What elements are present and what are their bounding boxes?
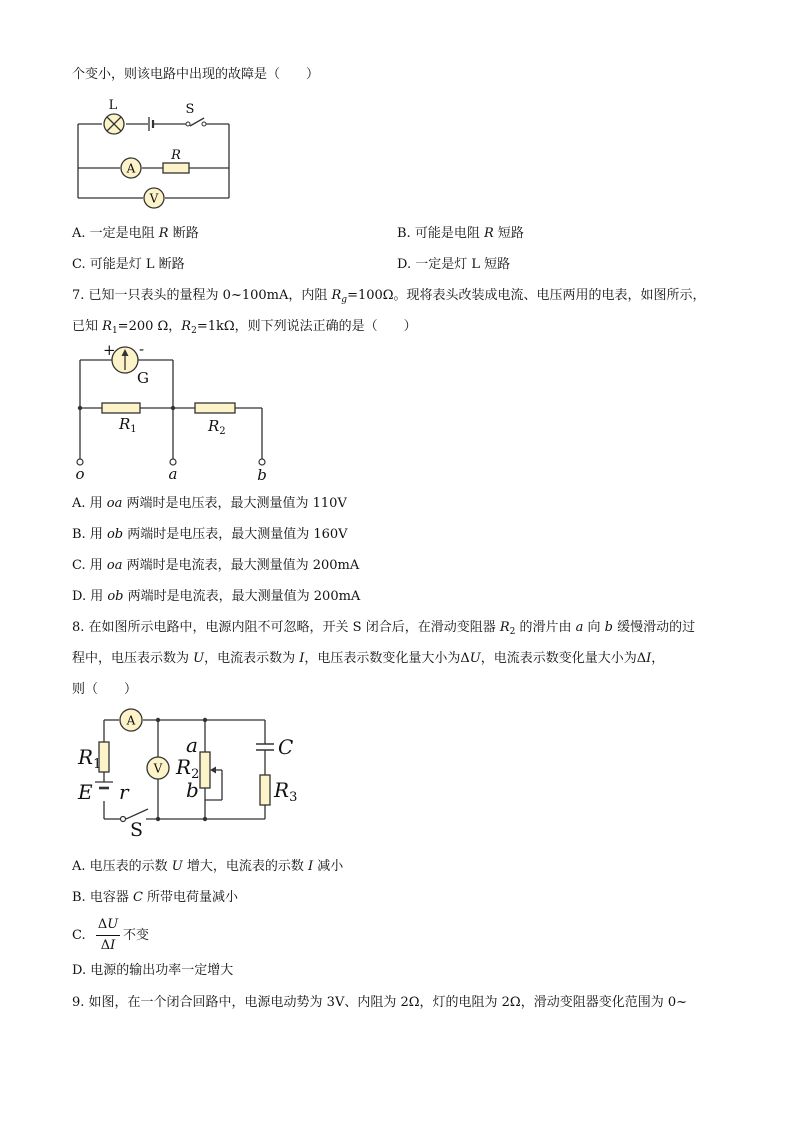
ammeter-icon [120, 709, 142, 731]
q6-option-b: B. 可能是电阻 R 短路 [397, 226, 524, 241]
q7-stem-line1: 7. 已知一只表头的量程为 0~100mA，内阻 $R_g=100\Omega$。现将表头改装成电流、电压两用的电表，如图所示， [72, 288, 706, 305]
q7-option-d: D. 用 ob 两端时是电流表，最大测量值为 200mA [72, 589, 361, 604]
q8-option-c-fraction [96, 917, 120, 954]
capacitor-label: C [278, 735, 294, 759]
q8-stem-line2: 程中，电压表示数为 U，电流表示数为 I，电压表示数变化量大小为ΔU，电流表示数变化量大小为ΔI， [72, 651, 665, 666]
voltmeter-label: V [149, 191, 159, 206]
slider-arrow-icon [210, 767, 216, 774]
q6-option-a: A. 一定是电阻 R 断路 [72, 226, 199, 241]
q7-option-b: B. 用 ob 两端时是电压表，最大测量值为 160V [72, 527, 348, 542]
q6-option-d: D. 一定是灯 L 短路 [397, 257, 511, 272]
q8-option-c-label: C. [72, 928, 86, 943]
junction-dot [156, 718, 160, 722]
galvanometer-label: G [137, 369, 149, 387]
q7-stem-line2: 已知 $R_1=200$ Ω，$R_2=1k\Omega$，则下列说法正确的是（ ） [72, 319, 417, 336]
capacitor-icon [256, 744, 274, 750]
q9-stem-line1: 9. 如图，在一个闭合回路中，电源电动势为 3V、内阻为 2Ω，灯的电阻为 2Ω，滑动变阻器变化范围为 0~ [72, 995, 687, 1010]
q8-option-b: B. 电容器 C 所带电荷量减小 [72, 890, 239, 905]
q7-option-c: C. 用 oa 两端时是电流表，最大测量值为 200mA [72, 558, 360, 573]
ammeter-label: A [126, 713, 136, 728]
rheostat-r2-icon [200, 752, 210, 788]
resistor-r3-icon [260, 775, 270, 805]
q6-stem: 个变小，则该电路中出现的故障是（ ） [72, 67, 320, 82]
r1-label: $R_1$ [78, 745, 102, 772]
r3-label: $R_3$ [274, 778, 298, 805]
switch-label: S [130, 819, 144, 841]
voltmeter-label: V [153, 761, 163, 776]
fraction-numerator: ΔU [97, 917, 119, 932]
lamp-label: L [108, 98, 118, 113]
rheostat-b-label: b [186, 778, 199, 802]
q8-stem-line1: 8. 在如图所示电路中，电源内阻不可忽略，开关 S 闭合后，在滑动变阻器 $R_2$ 的滑片由 a 向 b 缓慢滑动的过 [72, 620, 696, 637]
q8-option-c-text: 不变 [123, 928, 150, 943]
emf-label: E [78, 780, 93, 804]
battery-icon [95, 782, 113, 788]
junction-dot [156, 817, 160, 821]
switch-icon [121, 817, 126, 822]
terminal-o-label: o [75, 465, 85, 483]
q8-stem-line3: 则（ ） [72, 682, 138, 697]
resistor-label: R [171, 148, 181, 163]
minus-sign: - [139, 340, 145, 358]
r1-label: $R_1$ [119, 415, 137, 435]
plus-sign: + [103, 341, 116, 359]
fraction-bar [96, 935, 120, 936]
terminal-b-label: b [257, 466, 267, 484]
junction-dot [203, 718, 207, 722]
switch-label: S [185, 102, 195, 117]
junction-dot [203, 817, 207, 821]
internal-resistance-label: r [119, 780, 129, 804]
q8-option-a: A. 电压表的示数 U 增大，电流表的示数 I 减小 [72, 859, 344, 874]
voltmeter-icon [147, 757, 169, 779]
r2-label: $R_2$ [176, 755, 200, 782]
fraction-denominator: ΔI [100, 938, 116, 953]
q6-option-c: C. 可能是灯 L 断路 [72, 257, 185, 272]
ammeter-label: A [126, 161, 136, 176]
rheostat-a-label: a [186, 733, 198, 757]
q7-option-a: A. 用 oa 两端时是电压表，最大测量值为 110V [72, 496, 347, 511]
q8-option-d: D. 电源的输出功率一定增大 [72, 963, 234, 978]
terminal-a-label: a [168, 465, 178, 483]
r2-label: $R_2$ [208, 417, 226, 437]
